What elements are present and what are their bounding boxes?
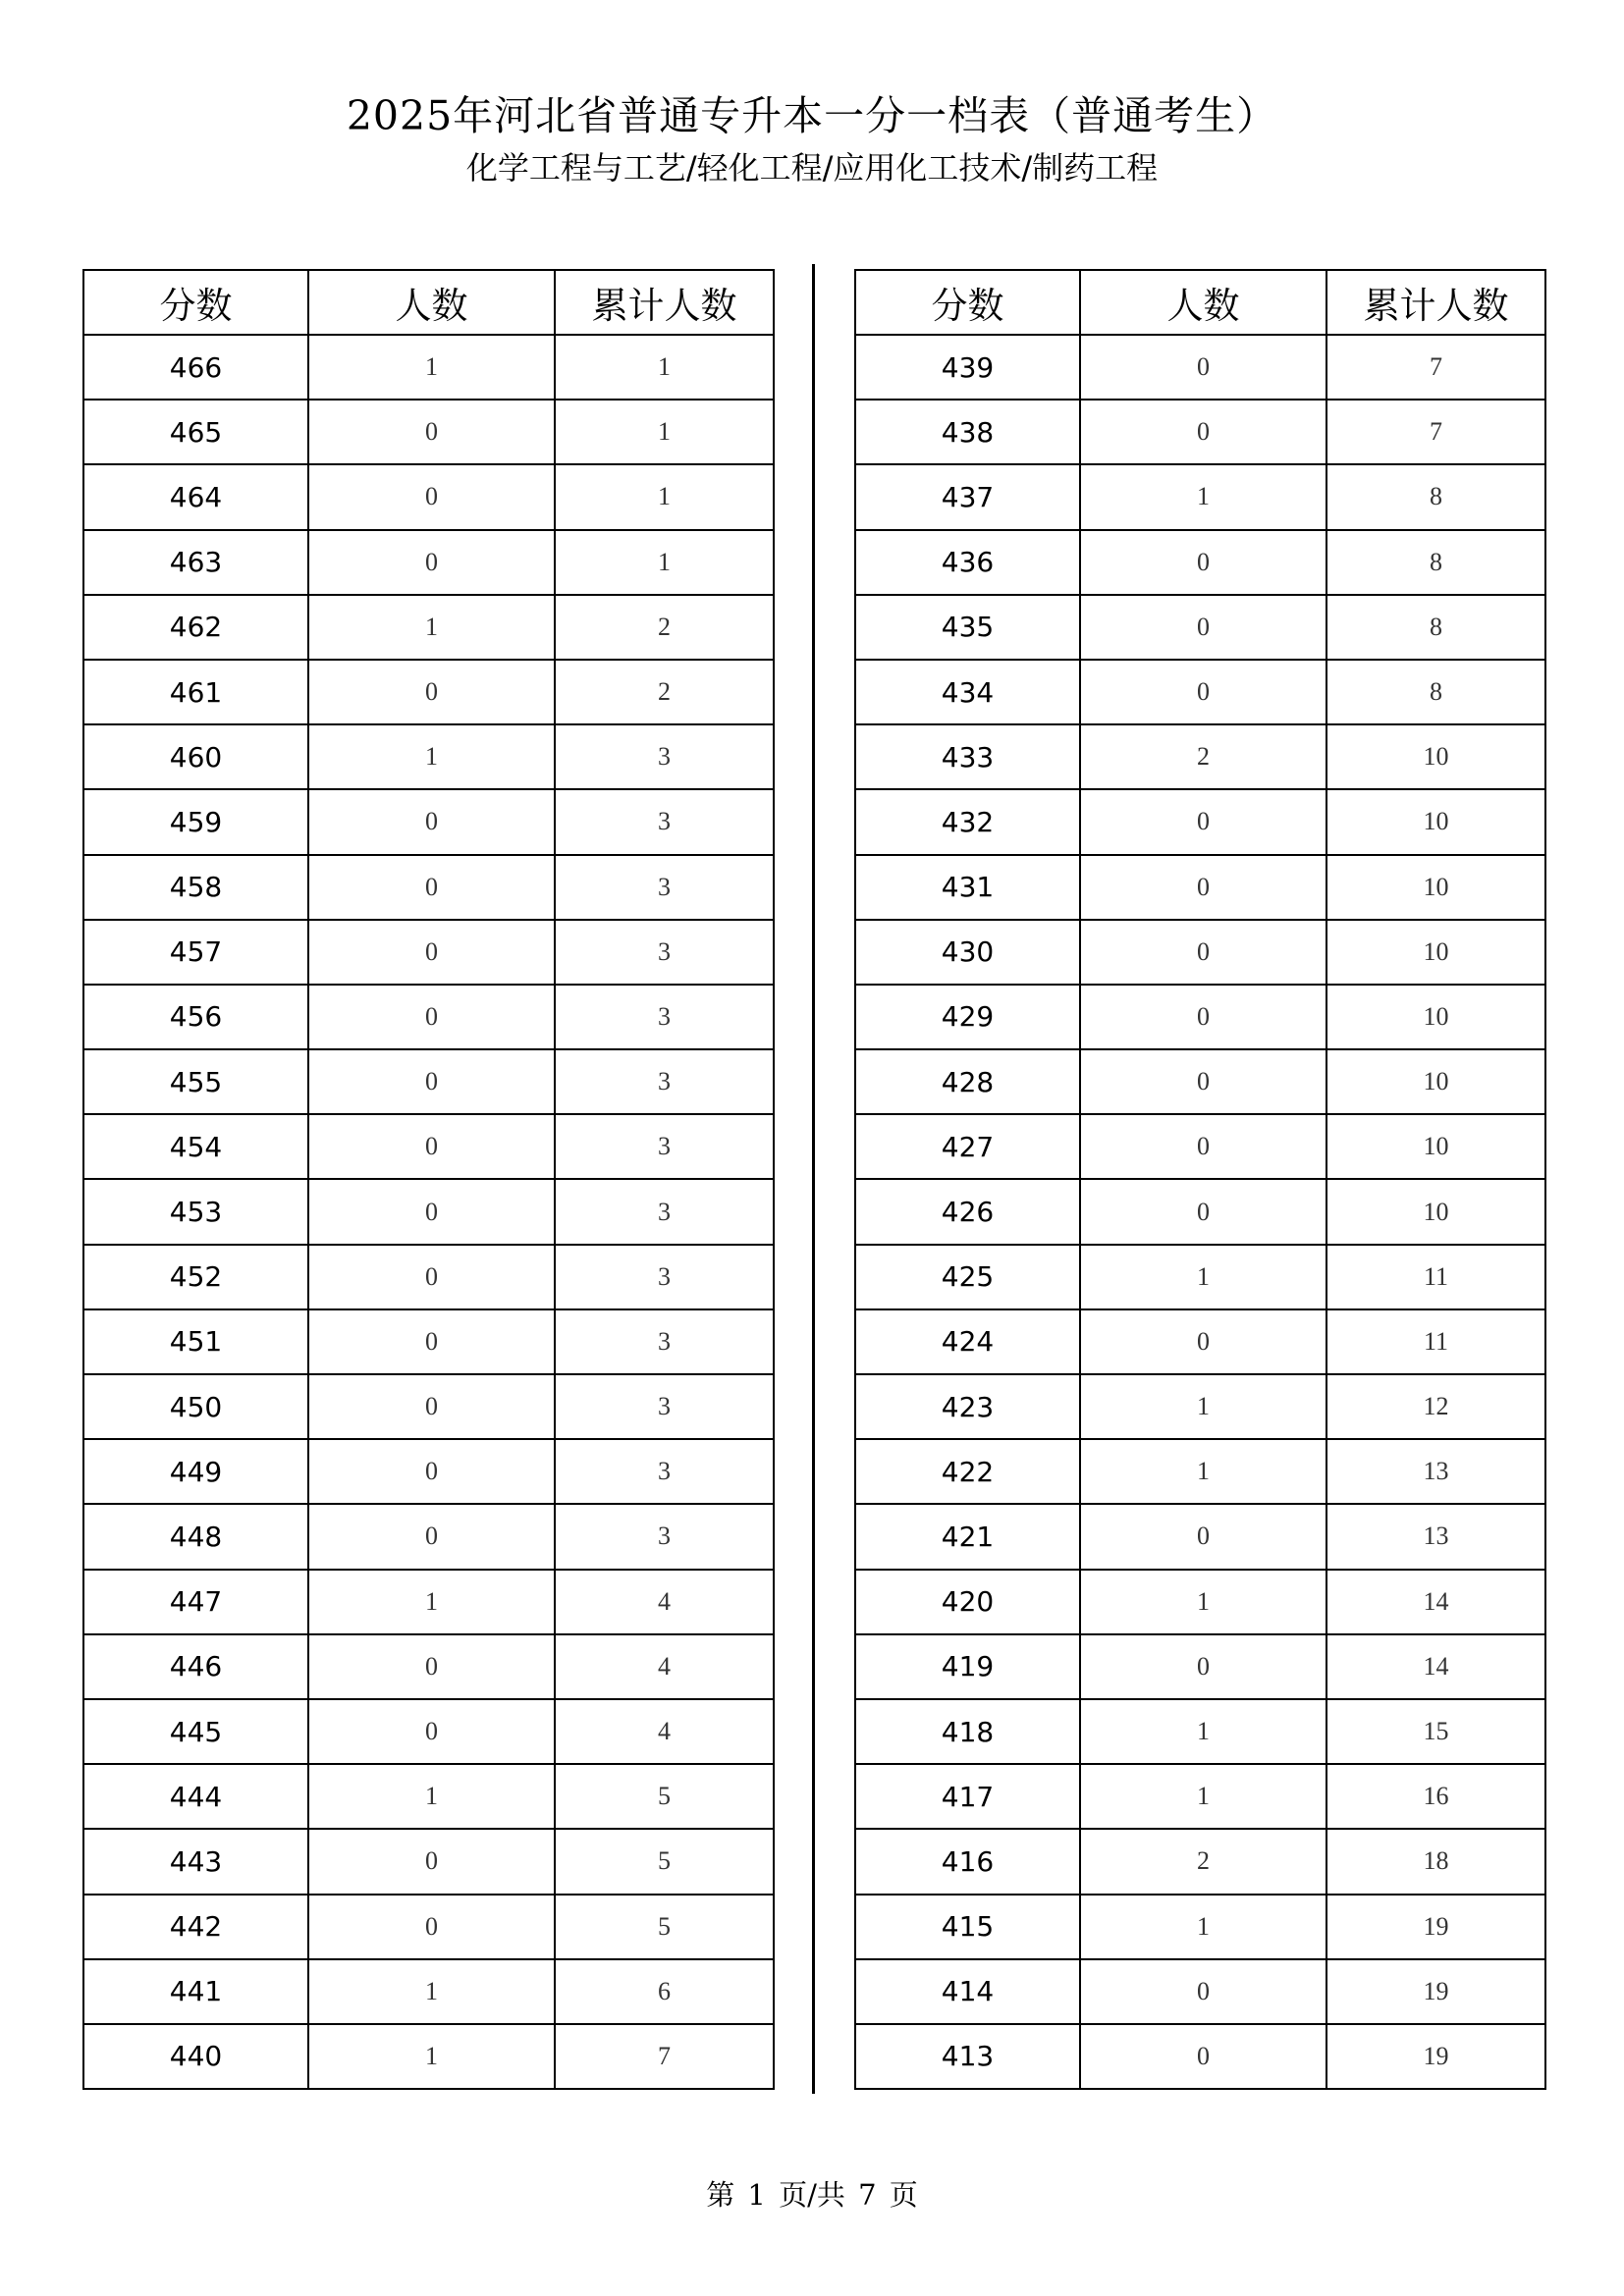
cell-cumulative: 3 xyxy=(555,1114,774,1179)
table-row xyxy=(83,595,774,660)
table-row xyxy=(83,400,774,464)
header-cumulative: 累计人数 xyxy=(1326,270,1545,335)
header-cumulative: 累计人数 xyxy=(555,270,774,335)
cell-score: 432 xyxy=(855,789,1080,854)
cell-count: 0 xyxy=(1080,335,1326,400)
table-row xyxy=(83,1245,774,1309)
table-row xyxy=(83,1829,774,1894)
cell-score: 459 xyxy=(83,789,308,854)
cell-score: 441 xyxy=(83,1959,308,2024)
cell-count: 0 xyxy=(308,1829,555,1894)
cell-cumulative: 19 xyxy=(1326,2024,1545,2089)
cell-cumulative: 3 xyxy=(555,1374,774,1439)
cell-score: 413 xyxy=(855,2024,1080,2089)
cell-count: 0 xyxy=(1080,855,1326,920)
cell-score: 414 xyxy=(855,1959,1080,2024)
cell-score: 454 xyxy=(83,1114,308,1179)
cell-count: 0 xyxy=(308,1374,555,1439)
cell-score: 465 xyxy=(83,400,308,464)
column-divider xyxy=(812,264,815,2094)
cell-cumulative: 3 xyxy=(555,1049,774,1114)
cell-count: 2 xyxy=(1080,1829,1326,1894)
cell-score: 461 xyxy=(83,660,308,724)
header-score: 分数 xyxy=(855,270,1080,335)
table-row xyxy=(83,1179,774,1244)
cell-cumulative: 1 xyxy=(555,530,774,595)
cell-count: 0 xyxy=(1080,530,1326,595)
cell-score: 456 xyxy=(83,985,308,1049)
cell-cumulative: 6 xyxy=(555,1959,774,2024)
table-row xyxy=(855,1699,1545,1764)
cell-score: 442 xyxy=(83,1895,308,1959)
cell-cumulative: 3 xyxy=(555,855,774,920)
cell-count: 1 xyxy=(308,335,555,400)
cell-cumulative: 13 xyxy=(1326,1439,1545,1504)
cell-score: 437 xyxy=(855,464,1080,529)
cell-score: 425 xyxy=(855,1245,1080,1309)
table-row xyxy=(83,464,774,529)
cell-cumulative: 3 xyxy=(555,789,774,854)
table-row xyxy=(855,985,1545,1049)
table-header-row xyxy=(855,270,1545,335)
cell-score: 426 xyxy=(855,1179,1080,1244)
cell-count: 0 xyxy=(308,1179,555,1244)
cell-score: 445 xyxy=(83,1699,308,1764)
cell-count: 1 xyxy=(1080,1439,1326,1504)
table-row xyxy=(83,1309,774,1374)
cell-count: 1 xyxy=(308,1959,555,2024)
cell-cumulative: 1 xyxy=(555,464,774,529)
cell-count: 0 xyxy=(1080,1959,1326,2024)
cell-count: 0 xyxy=(308,660,555,724)
cell-score: 450 xyxy=(83,1374,308,1439)
table-row xyxy=(83,1959,774,2024)
cell-count: 0 xyxy=(1080,2024,1326,2089)
cell-cumulative: 19 xyxy=(1326,1895,1545,1959)
score-table-left xyxy=(82,269,775,2090)
cell-cumulative: 19 xyxy=(1326,1959,1545,2024)
cell-count: 1 xyxy=(308,595,555,660)
table-row xyxy=(855,1570,1545,1634)
table-row xyxy=(855,660,1545,724)
cell-score: 464 xyxy=(83,464,308,529)
cell-cumulative: 18 xyxy=(1326,1829,1545,1894)
header-count: 人数 xyxy=(1080,270,1326,335)
cell-score: 423 xyxy=(855,1374,1080,1439)
cell-cumulative: 8 xyxy=(1326,660,1545,724)
cell-cumulative: 15 xyxy=(1326,1699,1545,1764)
cell-cumulative: 3 xyxy=(555,985,774,1049)
cell-score: 431 xyxy=(855,855,1080,920)
cell-count: 0 xyxy=(1080,660,1326,724)
table-row xyxy=(83,985,774,1049)
table-row xyxy=(83,920,774,985)
table-row xyxy=(83,1439,774,1504)
table-row xyxy=(855,1764,1545,1829)
cell-cumulative: 10 xyxy=(1326,1179,1545,1244)
cell-count: 1 xyxy=(1080,1374,1326,1439)
cell-score: 428 xyxy=(855,1049,1080,1114)
cell-cumulative: 3 xyxy=(555,1504,774,1569)
table-row xyxy=(83,1504,774,1569)
cell-count: 0 xyxy=(308,400,555,464)
cell-score: 444 xyxy=(83,1764,308,1829)
table-row xyxy=(855,1179,1545,1244)
cell-score: 430 xyxy=(855,920,1080,985)
table-row xyxy=(855,1959,1545,2024)
cell-count: 1 xyxy=(1080,464,1326,529)
cell-count: 0 xyxy=(308,1634,555,1699)
table-row xyxy=(855,789,1545,854)
cell-count: 0 xyxy=(308,1699,555,1764)
cell-cumulative: 5 xyxy=(555,1895,774,1959)
cell-score: 436 xyxy=(855,530,1080,595)
cell-count: 0 xyxy=(308,855,555,920)
table-row xyxy=(83,660,774,724)
cell-count: 0 xyxy=(1080,789,1326,854)
cell-cumulative: 7 xyxy=(555,2024,774,2089)
cell-cumulative: 3 xyxy=(555,1309,774,1374)
table-header-row xyxy=(83,270,774,335)
cell-count: 0 xyxy=(1080,1049,1326,1114)
cell-cumulative: 10 xyxy=(1326,1114,1545,1179)
cell-count: 0 xyxy=(308,1439,555,1504)
table-row xyxy=(855,1374,1545,1439)
cell-count: 0 xyxy=(1080,1179,1326,1244)
cell-score: 455 xyxy=(83,1049,308,1114)
cell-cumulative: 8 xyxy=(1326,464,1545,529)
cell-cumulative: 13 xyxy=(1326,1504,1545,1569)
cell-cumulative: 10 xyxy=(1326,724,1545,789)
table-row xyxy=(855,1439,1545,1504)
cell-cumulative: 10 xyxy=(1326,855,1545,920)
cell-score: 463 xyxy=(83,530,308,595)
cell-cumulative: 8 xyxy=(1326,595,1545,660)
cell-score: 427 xyxy=(855,1114,1080,1179)
table-row xyxy=(855,1309,1545,1374)
table-row xyxy=(855,1634,1545,1699)
table-row xyxy=(83,1764,774,1829)
cell-count: 0 xyxy=(308,530,555,595)
cell-cumulative: 4 xyxy=(555,1570,774,1634)
table-row xyxy=(855,855,1545,920)
cell-count: 0 xyxy=(308,1245,555,1309)
cell-score: 429 xyxy=(855,985,1080,1049)
cell-score: 420 xyxy=(855,1570,1080,1634)
cell-cumulative: 10 xyxy=(1326,789,1545,854)
cell-count: 0 xyxy=(1080,1504,1326,1569)
table-row xyxy=(855,1245,1545,1309)
table-row xyxy=(83,1114,774,1179)
cell-cumulative: 5 xyxy=(555,1764,774,1829)
cell-cumulative: 14 xyxy=(1326,1634,1545,1699)
table-row xyxy=(83,2024,774,2089)
cell-count: 0 xyxy=(308,464,555,529)
cell-count: 2 xyxy=(1080,724,1326,789)
table-row xyxy=(855,530,1545,595)
cell-cumulative: 3 xyxy=(555,1245,774,1309)
cell-cumulative: 11 xyxy=(1326,1245,1545,1309)
cell-score: 462 xyxy=(83,595,308,660)
cell-score: 438 xyxy=(855,400,1080,464)
table-row xyxy=(83,1895,774,1959)
cell-cumulative: 12 xyxy=(1326,1374,1545,1439)
cell-cumulative: 1 xyxy=(555,400,774,464)
cell-count: 0 xyxy=(1080,1634,1326,1699)
cell-score: 460 xyxy=(83,724,308,789)
cell-cumulative: 3 xyxy=(555,1439,774,1504)
cell-score: 415 xyxy=(855,1895,1080,1959)
cell-count: 0 xyxy=(1080,920,1326,985)
cell-count: 1 xyxy=(1080,1699,1326,1764)
cell-cumulative: 2 xyxy=(555,660,774,724)
cell-cumulative: 8 xyxy=(1326,530,1545,595)
cell-count: 1 xyxy=(1080,1764,1326,1829)
cell-score: 466 xyxy=(83,335,308,400)
cell-score: 434 xyxy=(855,660,1080,724)
cell-cumulative: 5 xyxy=(555,1829,774,1894)
cell-score: 417 xyxy=(855,1764,1080,1829)
cell-cumulative: 4 xyxy=(555,1634,774,1699)
cell-score: 447 xyxy=(83,1570,308,1634)
table-row xyxy=(83,855,774,920)
cell-count: 1 xyxy=(1080,1570,1326,1634)
table-row xyxy=(855,1504,1545,1569)
table-row xyxy=(855,400,1545,464)
cell-count: 0 xyxy=(308,920,555,985)
table-row xyxy=(83,335,774,400)
cell-score: 416 xyxy=(855,1829,1080,1894)
cell-score: 421 xyxy=(855,1504,1080,1569)
cell-cumulative: 7 xyxy=(1326,400,1545,464)
table-row xyxy=(855,464,1545,529)
cell-score: 448 xyxy=(83,1504,308,1569)
cell-cumulative: 11 xyxy=(1326,1309,1545,1374)
table-row xyxy=(83,1374,774,1439)
cell-cumulative: 14 xyxy=(1326,1570,1545,1634)
cell-count: 1 xyxy=(308,1764,555,1829)
cell-cumulative: 16 xyxy=(1326,1764,1545,1829)
cell-cumulative: 3 xyxy=(555,920,774,985)
page-title: 2025年河北省普通专升本一分一档表（普通考生） xyxy=(346,92,1278,139)
score-table-right xyxy=(854,269,1546,2090)
table-row xyxy=(855,1895,1545,1959)
table-row xyxy=(855,1114,1545,1179)
cell-count: 0 xyxy=(1080,595,1326,660)
cell-score: 453 xyxy=(83,1179,308,1244)
cell-count: 1 xyxy=(308,2024,555,2089)
cell-score: 435 xyxy=(855,595,1080,660)
table-row xyxy=(855,920,1545,985)
table-row xyxy=(855,1829,1545,1894)
table-row xyxy=(855,1049,1545,1114)
cell-score: 419 xyxy=(855,1634,1080,1699)
table-row xyxy=(855,335,1545,400)
table-row xyxy=(83,724,774,789)
cell-score: 452 xyxy=(83,1245,308,1309)
cell-score: 446 xyxy=(83,1634,308,1699)
cell-cumulative: 4 xyxy=(555,1699,774,1764)
cell-score: 418 xyxy=(855,1699,1080,1764)
cell-count: 0 xyxy=(308,985,555,1049)
cell-count: 0 xyxy=(308,1309,555,1374)
table-row xyxy=(855,724,1545,789)
cell-score: 433 xyxy=(855,724,1080,789)
cell-count: 0 xyxy=(308,789,555,854)
table-row xyxy=(855,2024,1545,2089)
table-row xyxy=(83,1049,774,1114)
cell-cumulative: 3 xyxy=(555,724,774,789)
cell-score: 424 xyxy=(855,1309,1080,1374)
cell-cumulative: 1 xyxy=(555,335,774,400)
cell-cumulative: 2 xyxy=(555,595,774,660)
cell-score: 440 xyxy=(83,2024,308,2089)
cell-score: 457 xyxy=(83,920,308,985)
cell-score: 439 xyxy=(855,335,1080,400)
table-row xyxy=(83,530,774,595)
cell-cumulative: 7 xyxy=(1326,335,1545,400)
cell-cumulative: 10 xyxy=(1326,985,1545,1049)
table-row xyxy=(83,789,774,854)
cell-count: 0 xyxy=(1080,400,1326,464)
cell-count: 0 xyxy=(1080,1309,1326,1374)
page-subtitle: 化学工程与工艺/轻化工程/应用化工技术/制药工程 xyxy=(465,149,1159,187)
cell-count: 0 xyxy=(1080,1114,1326,1179)
cell-count: 1 xyxy=(1080,1895,1326,1959)
cell-score: 449 xyxy=(83,1439,308,1504)
cell-score: 451 xyxy=(83,1309,308,1374)
table-row xyxy=(83,1634,774,1699)
cell-count: 1 xyxy=(1080,1245,1326,1309)
cell-score: 458 xyxy=(83,855,308,920)
cell-cumulative: 10 xyxy=(1326,1049,1545,1114)
cell-count: 0 xyxy=(308,1049,555,1114)
header-score: 分数 xyxy=(83,270,308,335)
cell-score: 443 xyxy=(83,1829,308,1894)
cell-count: 1 xyxy=(308,724,555,789)
cell-cumulative: 3 xyxy=(555,1179,774,1244)
table-row xyxy=(83,1570,774,1634)
cell-count: 0 xyxy=(308,1895,555,1959)
page-footer: 第 1 页/共 7 页 xyxy=(706,2178,918,2212)
cell-count: 0 xyxy=(308,1114,555,1179)
cell-score: 422 xyxy=(855,1439,1080,1504)
header-count: 人数 xyxy=(308,270,555,335)
cell-cumulative: 10 xyxy=(1326,920,1545,985)
table-row xyxy=(83,1699,774,1764)
cell-count: 0 xyxy=(1080,985,1326,1049)
table-row xyxy=(855,595,1545,660)
cell-count: 1 xyxy=(308,1570,555,1634)
cell-count: 0 xyxy=(308,1504,555,1569)
